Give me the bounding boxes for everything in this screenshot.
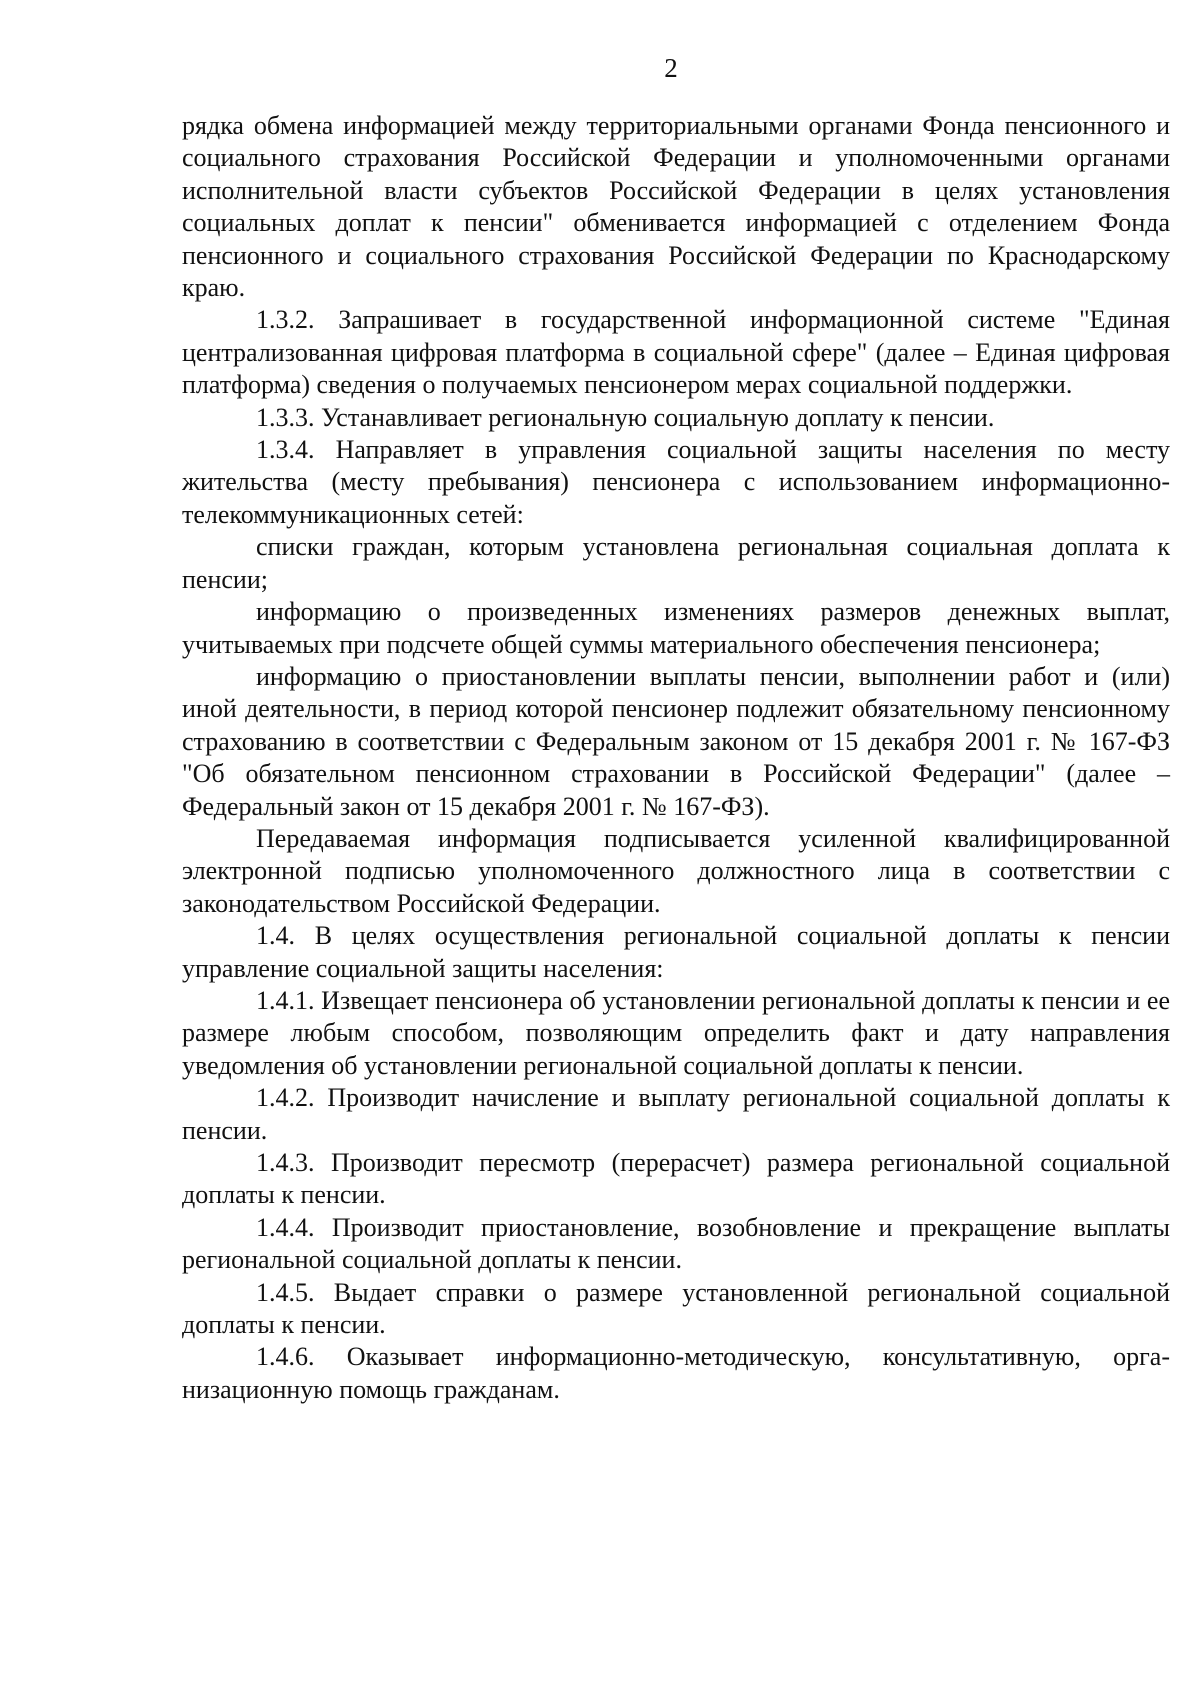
paragraph-list-citizens: списки граждан, которым установлена региональная социальная доплата к пенсии; — [182, 532, 1170, 594]
paragraph-info-changes: информацию о произведенных изменениях размеров денежных выплат, учитываемых при подсчете общей суммы материального обеспечения пенсионера; — [182, 597, 1170, 659]
paragraph-continuation: рядка обмена информацией между территориальными органами Фонда пенсионного и социального страхования Российской Федерации и уполномоченными органами исполнительной власти субъектов Российской Федерации в целях установления социальных доплат к пенсии" обменивается информацией с отделением Фонда пенсионного и социального страхования Российской Федерации по Краснодарскому краю. — [182, 111, 1170, 303]
paragraph-1-3-3: 1.3.3. Устанавливает региональную социальную доплату к пенсии. — [256, 402, 995, 432]
paragraph-signature-info: Передаваемая информация подписывается усиленной квалифицированной электронной подписью уполномоченного должностного лица в соответствии с законодательством Российской Федерации. — [182, 823, 1170, 918]
paragraph-1-4-1: 1.4.1. Извещает пенсионера об установлении региональной доплаты к пенсии и ее размере любым способом, позволяющим определить факт и дату направления уведомления об установлении региональной социальной доплаты к пенсии. — [182, 985, 1170, 1080]
paragraph-1-3-4: 1.3.4. Направляет в управления социальной защиты населения по месту жительства (месту пребывания) пенсионера с использованием информационно-телекоммуникационных сетей: — [182, 435, 1170, 529]
paragraph-1-4-6: 1.4.6. Оказывает информационно-методическую, консультативную, организационную помощь гражданам. — [182, 1342, 1170, 1404]
document-body — [182, 110, 1170, 1406]
paragraph-1-3-2: 1.3.2. Запрашивает в государственной информационной системе "Единая централизованная цифровая платформа в социальной сфере" (далее – Единая цифровая платформа) сведения о получаемых пенсионером мерах социальной поддержки. — [182, 305, 1170, 400]
paragraph-1-4-5: 1.4.5. Выдает справки о размере установленной региональной социальной доплаты к пенсии. — [182, 1277, 1170, 1340]
paragraph-1-4-4: 1.4.4. Производит приостановление, возобновление и прекращение выплаты региональной социальной доплаты к пенсии. — [182, 1212, 1170, 1275]
page-number: 2 — [664, 53, 678, 83]
paragraph-info-suspension: информацию о приостановлении выплаты пенсии, выполнении работ и (или) иной деятельности, в период которой пенсионер подлежит обязательному пенсионному страхованию в соответствии с Федеральным законом от 15 декабря 2001 г. № 167-ФЗ "Об обязательном пенсионном страховании в Российской Федерации" (далее – Федеральный закон от 15 декабря 2001 г. № 167-ФЗ). — [182, 661, 1170, 821]
paragraph-1-4-2: 1.4.2. Производит начисление и выплату региональной социальной доплаты к пенсии. — [182, 1083, 1170, 1145]
paragraph-1-4-3: 1.4.3. Производит пересмотр (перерасчет) размера региональной социальной доплаты к пенсии. — [182, 1148, 1170, 1210]
paragraph-1-4: 1.4. В целях осуществления региональной социальной доплаты к пенсии управление социальной защиты населения: — [182, 921, 1170, 983]
